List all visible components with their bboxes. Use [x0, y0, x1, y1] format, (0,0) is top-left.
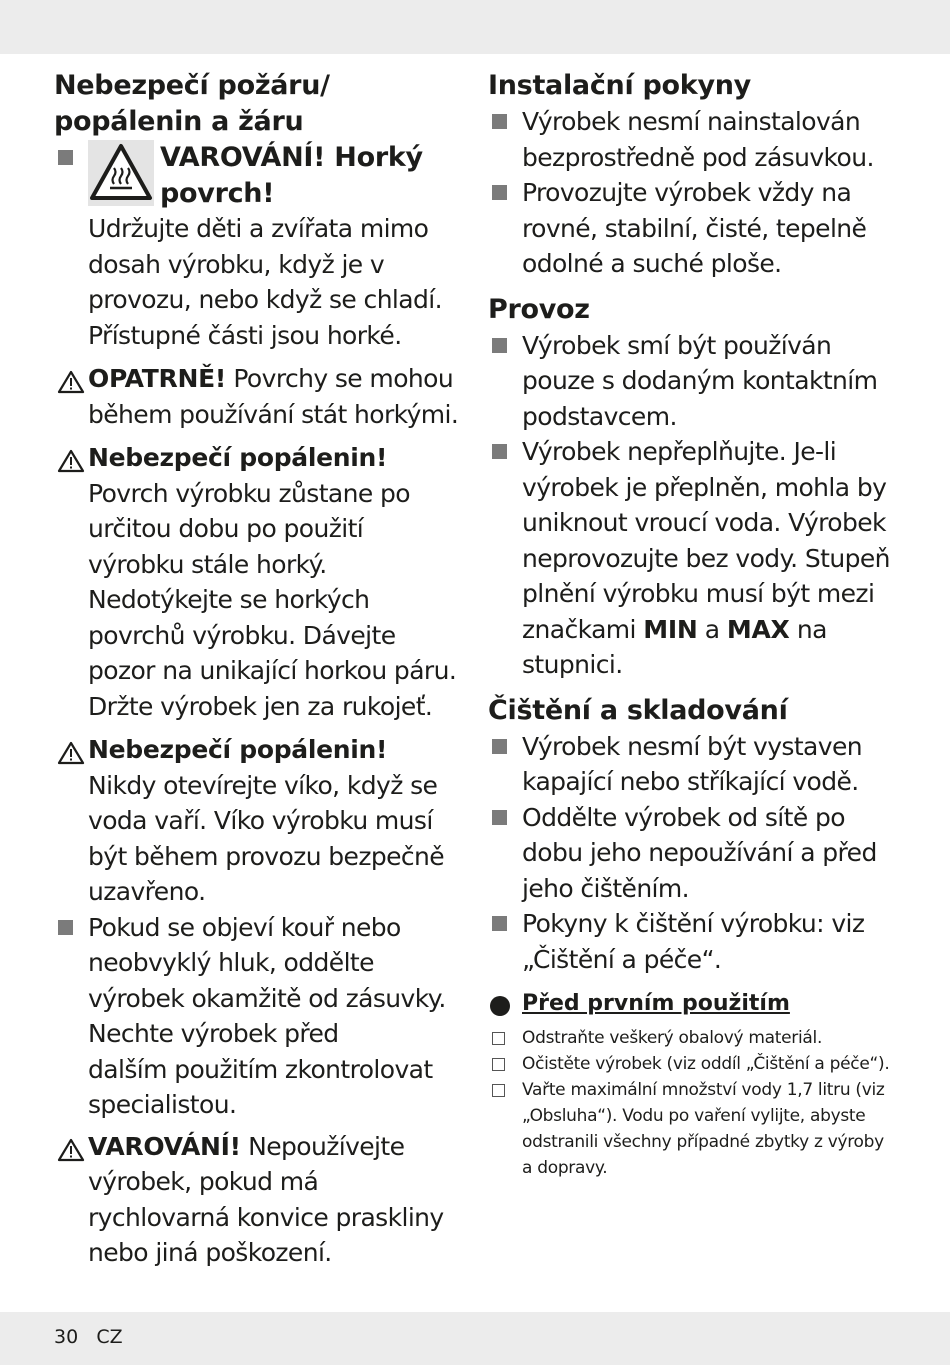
- checkbox-icon: [492, 1058, 505, 1071]
- square-bullet-icon: [492, 444, 507, 459]
- hot-warning-title-2: povrch!: [160, 178, 275, 209]
- page-footer: [54, 1326, 123, 1348]
- square-bullet-icon: [58, 150, 73, 165]
- square-bullet-icon: [492, 338, 507, 353]
- square-bullet-icon: [58, 920, 73, 935]
- caution-note: OPATRNĚ! Povrchy se mohou během používání stát horkými.: [54, 361, 464, 432]
- cleaning-heading: Čištění a skladování: [488, 694, 788, 726]
- language-code: CZ: [96, 1326, 123, 1348]
- hot-surface-icon: [88, 140, 154, 206]
- first-use-title: Před prvním použitím: [488, 991, 893, 1025]
- checklist-item: Očistěte výrobek (viz oddíl „Čištění a péče“).: [488, 1051, 893, 1077]
- warning-triangle-icon: [57, 1138, 85, 1162]
- fire-hazard-heading: Nebezpečí požáru/ popálenin a žáru: [54, 70, 330, 137]
- top-bar: [0, 0, 950, 54]
- square-bullet-icon: [492, 185, 507, 200]
- checkbox-icon: [492, 1032, 505, 1045]
- bullet-dot-icon: [490, 996, 510, 1016]
- warning-triangle-icon: [57, 449, 85, 473]
- burn-hazard-note-1: Nebezpečí popálenin! Povrch výrobku zůstane po určitou dobu po použití výrobku stále horký. Nedotýkejte se horkých povrchů výrobku. Dávejte pozor na unikající horkou páru. Držte výrobek jen za rukojeť.: [54, 440, 464, 724]
- hot-surface-warning: [54, 140, 464, 211]
- square-bullet-icon: [492, 739, 507, 754]
- footer-bar: [0, 1312, 950, 1365]
- operation-heading: Provoz: [488, 293, 590, 325]
- damage-warning: VAROVÁNÍ! Nepoužívejte výrobek, pokud má rychlovarná konvice praskliny nebo jiná poškození.: [54, 1129, 464, 1271]
- warning-triangle-icon: [57, 741, 85, 765]
- list-item: Výrobek nesmí být vystaven kapající nebo stříkající vodě.: [488, 729, 893, 800]
- list-item: Výrobek nesmí nainstalován bezprostředně pod zásuvkou.: [488, 104, 893, 175]
- smoke-note: Pokud se objeví kouř nebo neobvyklý hluk, oddělte výrobek okamžitě od zásuvky. Nechte výrobek před dalším použitím zkontrolovat specialistou.: [54, 910, 464, 1123]
- burn-hazard-note-2: Nebezpečí popálenin! Nikdy otevírejte víko, když se voda vaří. Víko výrobku musí být během provozu bezpečně uzavřeno.: [54, 732, 464, 910]
- page-number: 30: [54, 1326, 79, 1348]
- list-item: Výrobek smí být používán pouze s dodaným kontaktním podstavcem.: [488, 328, 893, 435]
- square-bullet-icon: [492, 916, 507, 931]
- checklist-item: Vařte maximální množství vody 1,7 litru (viz „Obsluha“). Vodu po vaření vylijte, abyste odstranili všechny případné zbytky z výroby a dopravy.: [488, 1077, 893, 1181]
- list-item: Pokyny k čištění výrobku: viz „Čištění a péče“.: [488, 906, 893, 977]
- warning-triangle-icon: [57, 370, 85, 394]
- list-item: Provozujte výrobek vždy na rovné, stabilní, čisté, tepelně odolné a suché ploše.: [488, 175, 893, 282]
- square-bullet-icon: [492, 114, 507, 129]
- list-item: Výrobek nepřeplňujte. Je-li výrobek je přeplněn, mohla by uniknout vroucí voda. Výrobek neprovozujte bez vody. Stupeň plnění výrobku musí být mezi značkami MIN a MAX na stupnici.: [488, 434, 893, 683]
- list-item: Oddělte výrobek od sítě po dobu jeho nepoužívání a před jeho čištěním.: [488, 800, 893, 907]
- hot-warning-text: Udržujte děti a zvířata mimo dosah výrobku, když je v provozu, nebo když se chladí. Přístupné části jsou horké.: [88, 214, 442, 350]
- hot-warning-title: VAROVÁNÍ! Horký: [160, 142, 423, 173]
- checklist-item: Odstraňte veškerý obalový materiál.: [488, 1025, 893, 1051]
- right-column: [488, 68, 893, 1181]
- checkbox-icon: [492, 1084, 505, 1097]
- square-bullet-icon: [492, 810, 507, 825]
- install-heading: Instalační pokyny: [488, 70, 751, 101]
- left-column: [54, 68, 464, 1271]
